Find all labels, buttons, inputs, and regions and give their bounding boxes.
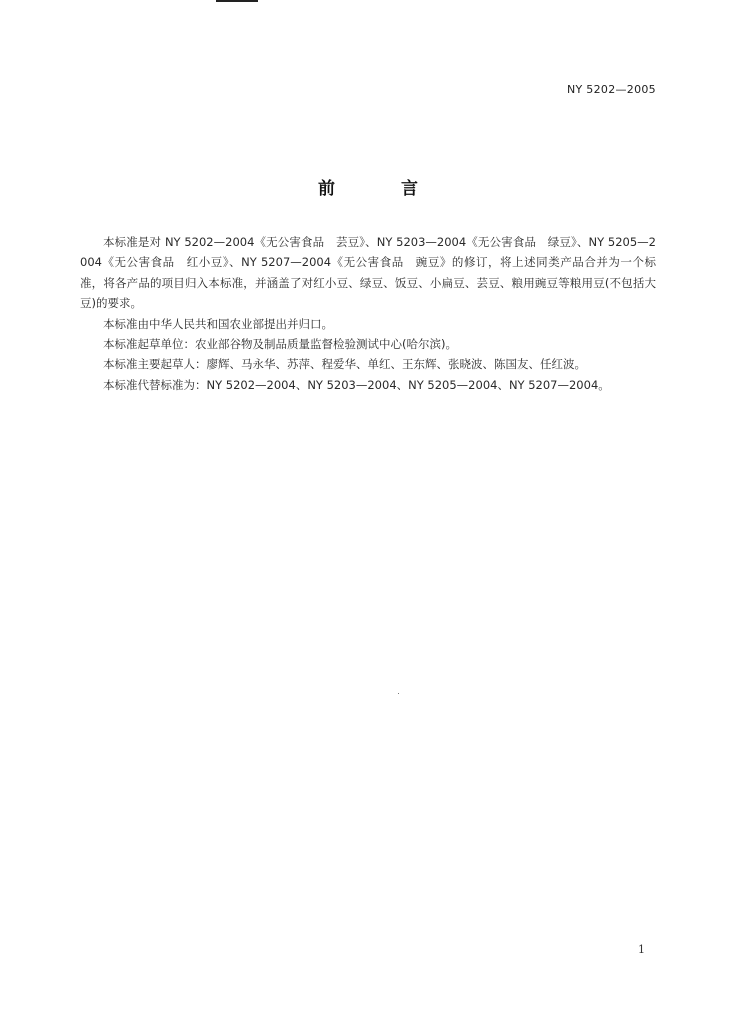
paragraph-replaced-standards: 本标准代替标准为：NY 5202—2004、NY 5203—2004、NY 5205—2004、NY 5207—2004。: [103, 377, 610, 392]
page-title: 前 言: [318, 179, 448, 199]
standard-number: NY 5202—2005: [566, 83, 656, 96]
paragraph-drafting-unit: 本标准起草单位：农业部谷物及制品质量监督检验测试中心(哈尔滨)。: [103, 337, 457, 352]
page-number: 1: [638, 943, 645, 956]
top-rule: [216, 0, 258, 2]
paragraph-proposer: 本标准由中华人民共和国农业部提出并归口。: [103, 316, 333, 331]
paragraph-drafters: 本标准主要起草人：廖辉、马永华、苏萍、程爱华、单红、王东辉、张晓波、陈国友、任红波。: [103, 357, 586, 372]
foreword-body: [80, 232, 656, 395]
paragraph-revision-note: 本标准是对 NY 5202—2004《无公害食品 芸豆》、NY 5203—2004《无公害食品 绿豆》、NY 5205—2004《无公害食品 红小豆》、NY 5207—2004《无公害食品 豌豆》的修订，将上述同类产品合并为一个标准，将各产品的项目归入本标准，并涵盖了对红小豆、绿豆、饭豆、小扁豆、芸豆、粮用豌豆等粮用豆(不包括大豆)的要求。: [80, 235, 656, 311]
scan-speck: [398, 693, 399, 694]
